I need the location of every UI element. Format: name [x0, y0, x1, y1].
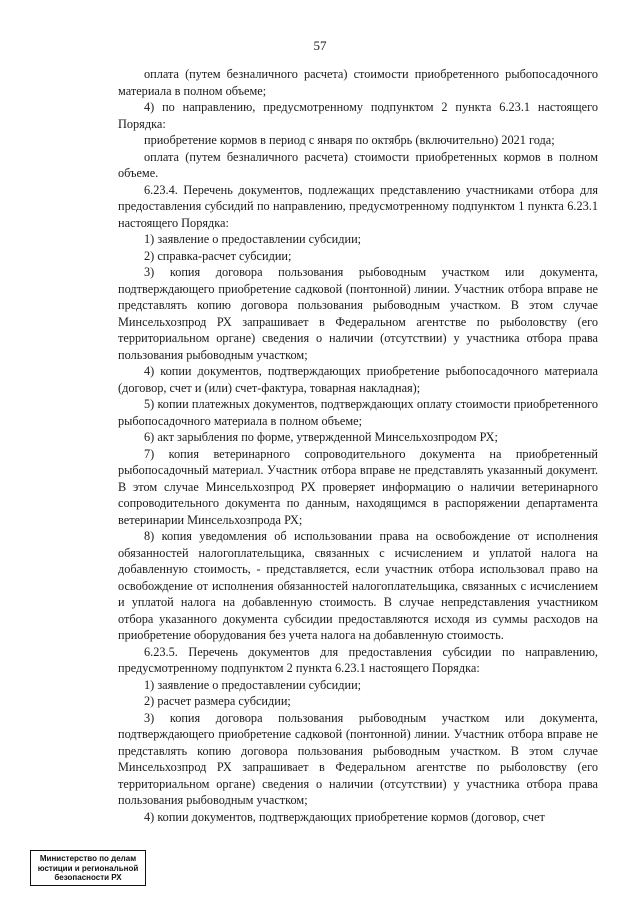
list-item: 3) копия договора пользования рыбоводным участком или документа, подтверждающего приобретение садковой (понтонной) линии. Участник отбора вправе не представлять копию договора пользования рыбоводным участком. В этом случае Минсельхозпрод РХ запрашивает в Федеральном агентстве по рыболовству (его территориальном органе) сведения о наличии (отсутствии) у участника отбора права пользования рыбоводным участком;	[118, 265, 598, 362]
stamp-line: безопасности РХ	[54, 873, 122, 882]
paragraph-payment-fish: оплата (путем безналичного расчета) стоимости приобретенного рыбопосадочного материала в полном объеме;	[118, 67, 598, 98]
stamp-line: юстиции и региональной	[37, 863, 139, 873]
list-item: 1) заявление о предоставлении субсидии;	[144, 232, 362, 246]
list-item: 6) акт зарыбления по форме, утвержденной Минсельхозпродом РХ;	[144, 430, 498, 444]
list-item: 4) копии документов, подтверждающих приобретение кормов (договор, счет	[144, 809, 545, 824]
paragraph-6-23-5: 6.23.5. Перечень документов для предоставления субсидии по направлению, предусмотренному подпунктом 2 пункта 6.23.1 настоящего Порядка:	[118, 644, 598, 675]
paragraph-6-23-4: 6.23.4. Перечень документов, подлежащих представлению участниками отбора для предоставления субсидий по направлению, предусмотренному подпунктом 1 пункта 6.23.1 настоящего Порядка:	[118, 182, 598, 230]
list-item: 3) копия договора пользования рыбоводным участком или документа, подтверждающего приобретение садковой (понтонной) линии. Участник отбора вправе не представлять копию договора пользования рыбоводным участком. В этом случае Минсельхозпрод РХ запрашивает в Федеральном агентстве по рыболовству (его территориальном органе) сведения о наличии (отсутствии) у участника отбора права пользования рыбоводным участком;	[118, 710, 598, 807]
stamp-line: Министерство по делам	[39, 854, 137, 863]
paragraph-direction-4: 4) по направлению, предусмотренному подпунктом 2 пункта 6.23.1 настоящего Порядка:	[118, 100, 598, 131]
list-item: 5) копии платежных документов, подтверждающих оплату стоимости приобретенного рыбопосадочного материала в полном объеме;	[118, 397, 598, 428]
list-item: 2) расчет размера субсидии;	[144, 694, 291, 708]
page-number: 57	[313, 38, 327, 53]
paragraph-payment-feed: оплата (путем безналичного расчета) стоимости приобретенных кормов в полном объеме.	[118, 149, 598, 180]
paragraph-feed-purchase: приобретение кормов в период с января по октябрь (включительно) 2021 года;	[144, 133, 555, 147]
ministry-stamp	[30, 850, 146, 886]
list-item: 1) заявление о предоставлении субсидии;	[144, 677, 362, 692]
list-item: 8) копия уведомления об использовании права на освобождение от исполнения обязанностей налогоплательщика, связанных с исчислением и уплатой налога на добавленную стоимость, - представляется, если участник отбора использовал право на освобождение от исполнения обязанностей налогоплательщика, связанных с исчислением и уплатой налога на добавленную стоимость. В случае непредставления участником отбора указанного документа субсидии предоставляются исходя из суммы расходов на приобретение оборудования без учета налога на добавленную стоимость.	[118, 529, 598, 642]
list-item: 4) копии документов, подтверждающих приобретение рыбопосадочного материала (договор, счет и (или) счет-фактура, товарная накладная);	[118, 364, 598, 395]
list-item: 7) копия ветеринарного сопроводительного документа на приобретенный рыбопосадочный материал. Участник отбора вправе не представлять указанный документ. В этом случае Минсельхозпрод РХ проверяет информацию о наличии ветеринарного сопроводительного документа по данным, находящимся в распоряжении департамента ветеринарии Минсельхозпрода РХ;	[118, 446, 598, 527]
list-item: 2) справка-расчет субсидии;	[144, 248, 292, 263]
document-body	[118, 66, 598, 825]
